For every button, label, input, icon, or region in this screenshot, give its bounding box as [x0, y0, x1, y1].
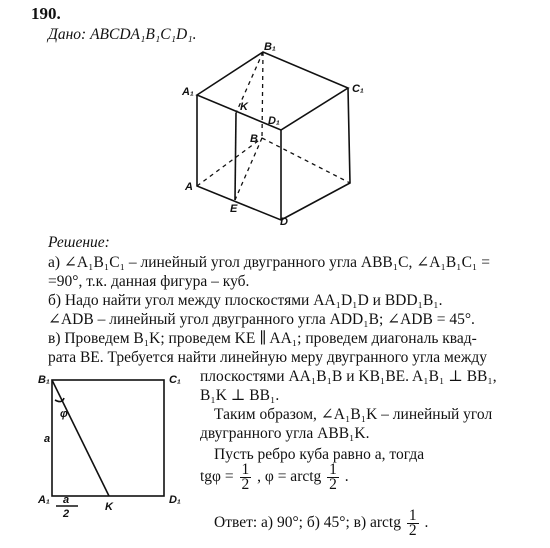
label-a-half-den: 2	[63, 508, 70, 520]
label-a-half-num: a	[63, 494, 70, 506]
problem-number: 190.	[31, 4, 61, 23]
label-b1-2d: B₁	[38, 374, 50, 386]
label-k: K	[240, 101, 248, 113]
solution-line-9: Таким образом, ∠A₁B₁K – линейный угол	[214, 406, 493, 423]
segment-b1k-2d	[52, 380, 109, 496]
label-a1-2d: A₁	[38, 494, 50, 506]
solution-line-5: в) Проведем B₁K; проведем KE ∥ AA₁; проведем диагональ квад-	[48, 330, 477, 347]
label-b: B	[250, 133, 258, 145]
cube-figure	[180, 40, 370, 230]
label-b1: B₁	[264, 41, 276, 53]
square-aa1b1b	[52, 380, 164, 496]
label-c1: C₁	[352, 83, 364, 95]
solution-heading: Решение:	[48, 234, 110, 251]
cube-front-face	[197, 95, 281, 220]
solution-line-2: =90°, т.к. данная фигура – куб.	[48, 273, 250, 290]
answer-line: Ответ: а) 90°; б) 45°; в) arctg $\frac{1}{2}$ .	[214, 506, 429, 539]
edge-bb1	[262, 52, 263, 138]
solution-line-7: плоскостями AA₁B₁B и KB₁BE. A₁B₁ ⊥ BB₁,	[200, 368, 497, 385]
given-line: Дано: ABCDA₁B₁C₁D₁.	[48, 26, 197, 43]
fraction-half-2: $\frac{1}{2}$	[329, 460, 337, 493]
solution-line-8: B₁K ⊥ BB₁.	[200, 387, 280, 404]
label-d1: D₁	[268, 115, 280, 127]
solution-line-11: Пусть ребро куба равно a, тогда	[214, 446, 425, 463]
label-d1-2d: D₁	[169, 494, 181, 506]
square-figure	[34, 370, 196, 520]
answer-text: Ответ: а) 90°; б) 45°; в) arctg	[214, 514, 401, 531]
label-a1: A₁	[182, 86, 194, 98]
segment-ke	[235, 113, 236, 200]
solution-line-1: а) ∠A₁B₁C₁ – линейный угол двугранного угла ABB₁C, ∠A₁B₁C₁ =	[48, 254, 490, 271]
label-d: D	[280, 216, 288, 228]
label-k-2d: K	[105, 501, 113, 513]
edge-bd	[262, 138, 350, 183]
label-phi: φ	[60, 408, 68, 420]
fraction-half-1: $\frac{1}{2}$	[241, 460, 250, 493]
solution-line-10: двугранного угла ABB₁K.	[200, 425, 370, 442]
fraction-half-3: $\frac{1}{2}$	[408, 506, 417, 539]
label-c1-2d: C₁	[169, 374, 181, 386]
solution-line-4: ∠ADB – линейный угол двугранного угла ADD₁B; ∠ADB = 45°.	[48, 311, 475, 328]
formula-line: tgφ = $\frac{1}{2}$ , φ = arctg $\frac{1}{2}$ .	[200, 460, 349, 493]
solution-line-6: рата BE. Требуется найти линейную меру двугранного угла между	[48, 349, 488, 366]
solution-line-3: б) Надо найти угол между плоскостями AA₁D₁D и BDD₁B₁.	[48, 292, 443, 309]
label-e: E	[230, 203, 238, 215]
label-a-side: a	[44, 433, 51, 445]
angle-phi-arc	[55, 398, 64, 402]
label-a: A	[185, 181, 193, 193]
formula-tg: tgφ =	[200, 468, 234, 485]
formula-phi: , φ = arctg	[257, 468, 322, 485]
